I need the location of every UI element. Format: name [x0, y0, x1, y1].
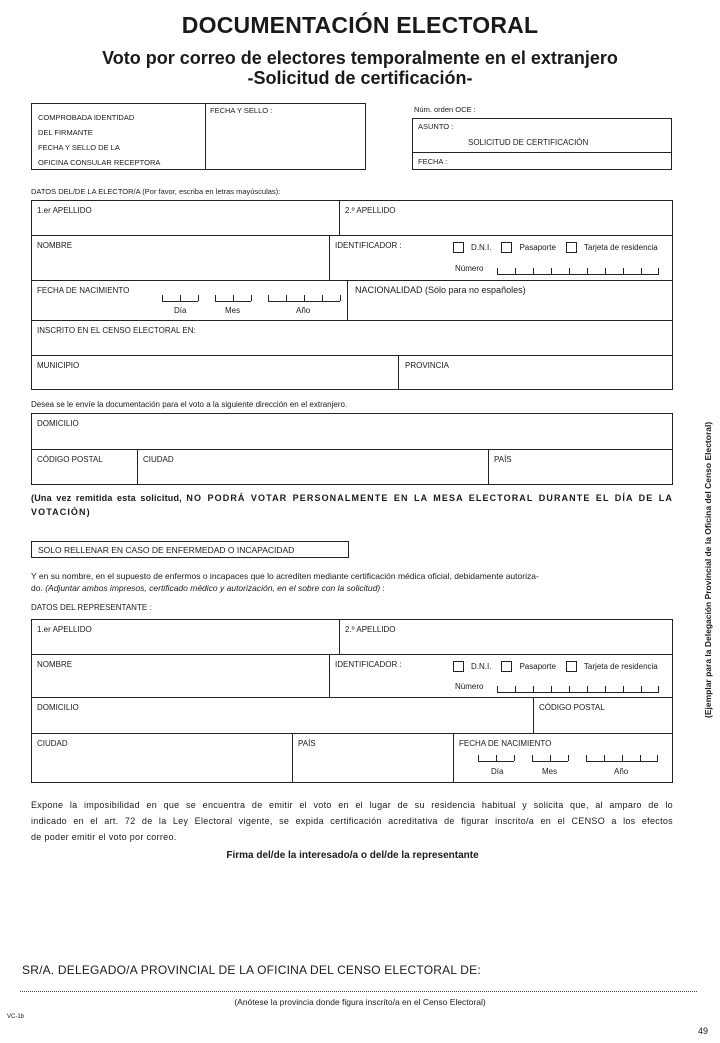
elector-fecha-nacimiento-field[interactable] — [162, 293, 340, 303]
elector-numero-label: Número — [455, 264, 484, 273]
direccion-intro: Desea se le envíe la documentación para el voto a la siguiente dirección en el extranjero. — [31, 400, 348, 409]
direccion-domicilio[interactable]: DOMICILIO — [37, 419, 79, 428]
representante-dni-checkbox[interactable] — [453, 661, 464, 672]
voting-warning: (Una vez remitida esta solicitud, NO PODRÁ VOTAR PERSONALMENTE EN LA MESA ELECTORAL DURANTE EL DÍA DE LA VOTACIÓN) — [31, 493, 673, 517]
asunto-label: ASUNTO : — [418, 122, 454, 131]
representante-tarjeta-checkbox[interactable] — [566, 661, 577, 672]
representante-identificador-label: IDENTIFICADOR : — [335, 660, 402, 669]
elector-apellido1[interactable]: 1.er APELLIDO — [37, 206, 92, 215]
representante-numero-field[interactable] — [497, 685, 659, 693]
elector-pasaporte-checkbox[interactable] — [501, 242, 512, 253]
provincia-dotted-line[interactable] — [20, 991, 697, 992]
delegado-heading: SR/A. DELEGADO/A PROVINCIAL DE LA OFICINA DEL CENSO ELECTORAL DE: — [22, 963, 481, 977]
num-orden-label: Núm. orden OCE : — [414, 105, 476, 114]
representante-mes-label: Mes — [542, 767, 558, 776]
elector-municipio[interactable]: MUNICIPIO — [37, 361, 80, 370]
representante-nombre[interactable]: NOMBRE — [37, 660, 73, 669]
fecha-sello-label: FECHA Y SELLO : — [210, 106, 273, 115]
elector-nacionalidad[interactable]: NACIONALIDAD (Sólo para no españoles) — [355, 285, 526, 295]
elector-dni-checkbox[interactable] — [453, 242, 464, 253]
page-number: 49 — [698, 1026, 709, 1036]
representante-pasaporte-checkbox[interactable] — [501, 661, 512, 672]
representante-domicilio[interactable]: DOMICILIO — [37, 703, 79, 712]
document-title: DOCUMENTACIÓN ELECTORAL — [181, 12, 539, 38]
representante-numero-label: Número — [455, 682, 484, 691]
elector-fecha-nacimiento-label: FECHA DE NACIMIENTO — [37, 286, 130, 295]
representante-apellido2[interactable]: 2.º APELLIDO — [345, 625, 396, 634]
representante-fecha-nacimiento-field[interactable] — [478, 753, 658, 763]
elector-provincia[interactable]: PROVINCIA — [405, 361, 450, 370]
elector-ano-label: Año — [296, 306, 311, 315]
provincia-note: (Anótese la provincia donde figura inscrito/a en el Censo Electoral) — [234, 997, 486, 1007]
elector-id-options: D.N.I. Pasaporte Tarjeta de residencia — [453, 242, 664, 253]
elector-inscrito-label: INSCRITO EN EL CENSO ELECTORAL EN: — [37, 326, 196, 335]
copy-destination-label: (Ejemplar para la Delegación Provincial de la Oficina del Censo Electoral) — [703, 421, 713, 718]
representante-apellido1[interactable]: 1.er APELLIDO — [37, 625, 92, 634]
oce-fecha-label: FECHA : — [418, 157, 448, 166]
representante-section-label: DATOS DEL REPRESENTANTE : — [31, 603, 152, 612]
elector-apellido2[interactable]: 2.º APELLIDO — [345, 206, 396, 215]
enfermedad-text: Y en su nombre, en el supuesto de enfermos o incapaces que lo acrediten mediante certificación médica oficial, debidamente autoriza- do. (Adjuntar ambos impresos, certificado médico y autorización, en el sobre con la solicitud) : — [31, 571, 539, 593]
asunto-value: SOLICITUD DE CERTIFICACIÓN — [468, 138, 589, 147]
elector-nombre[interactable]: NOMBRE — [37, 241, 73, 250]
representante-id-options: D.N.I. Pasaporte Tarjeta de residencia — [453, 661, 664, 672]
representante-fecha-nacimiento-label: FECHA DE NACIMIENTO — [459, 739, 552, 748]
declaracion-text: Expone la imposibilidad en que se encuentra de emitir el voto en el lugar de su residencia habitual y solicita que, al amparo de lo indicado en el art. 72 de la Ley Electoral vigente, se expida certificación acreditativa de figurar inscrito/a en el CENSO a los efectos de poder emitir el voto por correo. — [31, 800, 673, 842]
office-box-labels: COMPROBADA IDENTIDAD DEL FIRMANTE FECHA Y SELLO DE LA OFICINA CONSULAR RECEPTORA — [38, 113, 161, 167]
direccion-ciudad[interactable]: CIUDAD — [143, 455, 174, 464]
elector-tarjeta-checkbox[interactable] — [566, 242, 577, 253]
direccion-codigo-postal[interactable]: CÓDIGO POSTAL — [37, 455, 103, 464]
elector-dia-label: Día — [174, 306, 187, 315]
elector-section-label: DATOS DEL/DE LA ELECTOR/A (Por favor, escriba en letras mayúsculas): — [31, 187, 281, 196]
representante-ciudad[interactable]: CIUDAD — [37, 739, 68, 748]
representante-pais[interactable]: PAÍS — [298, 739, 316, 748]
elector-numero-field[interactable] — [497, 267, 659, 275]
representante-ano-label: Año — [614, 767, 629, 776]
representante-codigo-postal[interactable]: CÓDIGO POSTAL — [539, 703, 605, 712]
elector-identificador-label: IDENTIFICADOR : — [335, 241, 402, 250]
enfermedad-box: SOLO RELLENAR EN CASO DE ENFERMEDAD O INCAPACIDAD — [31, 541, 349, 558]
direccion-pais[interactable]: PAÍS — [494, 455, 512, 464]
elector-mes-label: Mes — [225, 306, 241, 315]
firma-label: Firma del/de la interesado/a o del/de la representante — [226, 850, 479, 861]
document-subtitle: Voto por correo de electores temporalmente en el extranjero -Solicitud de certificación- — [102, 48, 618, 88]
representante-dia-label: Día — [491, 767, 504, 776]
form-code: VC-1b — [7, 1014, 25, 1020]
